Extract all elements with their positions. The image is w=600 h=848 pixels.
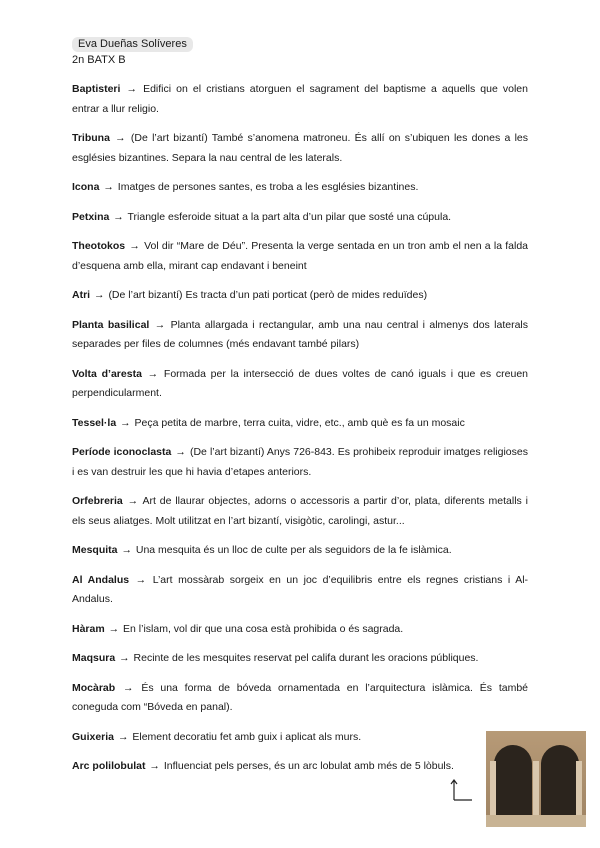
glossary-entry xyxy=(72,286,528,306)
right-arrow-icon: → xyxy=(147,367,159,380)
glossary-definition: (De l’art bizantí) També s’anomena matroneu. És allí on s’ubiquen les dones a les esglésies bizantines. Separa la nau central de les laterals. xyxy=(72,132,528,164)
glossary-term: Guixeria xyxy=(72,730,115,743)
glossary-entry xyxy=(72,679,528,718)
glossary-entry xyxy=(72,237,528,276)
glossary-definition: Peça petita de marbre, terra cuita, vidre, etc., amb què es fa un mosaic xyxy=(134,416,465,429)
glossary-entry xyxy=(72,129,528,168)
glossary-term: Icona xyxy=(72,181,100,193)
right-arrow-icon: → xyxy=(135,573,147,586)
right-arrow-icon: → xyxy=(126,83,138,95)
glossary-entry xyxy=(72,541,528,561)
right-arrow-icon: → xyxy=(113,210,124,223)
glossary-entry xyxy=(72,649,528,669)
glossary-definition: L’art mossàrab sorgeix en un joc d’equilibris entre els regnes cristians i Al-Andalus. xyxy=(72,573,529,605)
glossary-term: Mocàrab xyxy=(72,681,116,694)
glossary-definition: Element decoratiu fet amb guix i aplicat als murs. xyxy=(132,730,362,743)
glossary-term: Maqsura xyxy=(72,652,116,664)
glossary-term: Període iconoclasta xyxy=(72,446,172,458)
glossary-definition: És una forma de bóveda ornamentada en l’arquitectura islàmica. És també coneguda com “Bóveda en panal). xyxy=(72,681,529,713)
glossary-definition: Edifici on el cristians atorguen el sagrament del baptisme a aquells que volen entrar a llur religio. xyxy=(72,83,528,115)
glossary-definition: En l’islam, vol dir que una cosa està prohibida o és sagrada. xyxy=(123,622,404,635)
bent-arrow-up-icon xyxy=(450,778,474,802)
glossary-entry xyxy=(72,443,528,482)
right-arrow-icon: → xyxy=(127,495,139,507)
right-arrow-icon: → xyxy=(129,240,140,252)
glossary-definition: Influenciat pels perses, és un arc lobulat amb més de 5 lòbuls. xyxy=(163,760,454,772)
glossary-term: Petxina xyxy=(72,210,110,223)
glossary-term: Tessel·la xyxy=(72,416,117,429)
glossary-term: Volta d’aresta xyxy=(72,367,142,380)
arch-opening-left xyxy=(494,745,532,815)
glossary-definition: Formada per la intersecció de dues voltes de canó iguals i que es creuen perpendicularment. xyxy=(72,367,528,399)
right-arrow-icon: → xyxy=(117,730,129,743)
glossary-definition: Recinte de les mesquites reservat pel califa durant les oracions públiques. xyxy=(133,652,479,664)
polylobed-arch-photo xyxy=(486,731,586,827)
arch-opening-right xyxy=(541,745,579,815)
glossary-entry xyxy=(72,492,528,531)
glossary-entry xyxy=(72,620,528,640)
glossary-entry xyxy=(72,365,528,404)
glossary-entry xyxy=(72,571,528,610)
glossary-entry xyxy=(72,178,528,198)
glossary-definition: Una mesquita és un lloc de culte per als seguidors de la fe islàmica. xyxy=(135,544,452,556)
right-arrow-icon: → xyxy=(103,181,114,193)
glossary-entry xyxy=(72,208,528,228)
glossary-entry xyxy=(72,757,528,777)
glossary-entry xyxy=(72,728,528,748)
glossary-definition: (De l’art bizantí) Anys 726-843. Es prohibeix reproduir imatges religioses i es van destruir les que hi havia d’etapes anteriors. xyxy=(72,446,528,478)
glossary-term: Theotokos xyxy=(72,240,126,252)
right-arrow-icon: → xyxy=(175,446,186,458)
glossary-term: Tribuna xyxy=(72,132,110,144)
glossary-term: Orfebreria xyxy=(72,495,123,507)
right-arrow-icon: → xyxy=(115,132,126,144)
glossary-definition: (De l’art bizantí) Es tracta d’un pati porticat (però de mides reduïdes) xyxy=(108,289,428,301)
glossary-term: Planta basilical xyxy=(72,318,150,331)
glossary-definition: Imatges de persones santes, es troba a les esglésies bizantines. xyxy=(117,181,419,193)
glossary-entry xyxy=(72,316,528,355)
right-arrow-icon: → xyxy=(154,318,166,331)
glossary-list xyxy=(72,80,528,787)
class-label: 2n BATX B xyxy=(72,54,126,66)
glossary-definition: Planta allargada i rectangular, amb una nau central i almenys dos laterals separades per files de columnes (més endavant també pilars) xyxy=(72,318,529,350)
glossary-entry xyxy=(72,414,528,434)
glossary-term: Arc polilobulat xyxy=(72,760,146,772)
arch-base xyxy=(486,815,586,827)
glossary-definition: Triangle esferoide situat a la part alta d’un pilar que sosté una cúpula. xyxy=(127,210,452,223)
right-arrow-icon: → xyxy=(120,416,131,429)
right-arrow-icon: → xyxy=(121,544,132,556)
glossary-term: Mesquita xyxy=(72,544,118,556)
glossary-term: Hàram xyxy=(72,622,105,635)
right-arrow-icon: → xyxy=(149,760,160,772)
right-arrow-icon: → xyxy=(123,681,134,694)
glossary-definition: Vol dir “Mare de Déu”. Presenta la verge sentada en un tron amb el nen a la falda d’esquena amb ella, mirant cap endavant i beneint xyxy=(72,240,529,272)
glossary-definition: Art de llaurar objectes, adorns o accessoris a partir d’or, plata, diferents metalls i els seus aliatges. Molt utilitzat en l’art bizantí, visigòtic, carolingi, astur... xyxy=(72,495,528,527)
glossary-term: Atri xyxy=(72,289,91,301)
right-arrow-icon: → xyxy=(94,289,105,301)
glossary-term: Baptisteri xyxy=(72,83,121,95)
glossary-term: Al Andalus xyxy=(72,573,130,586)
glossary-entry xyxy=(72,80,528,119)
right-arrow-icon: → xyxy=(108,622,120,635)
right-arrow-icon: → xyxy=(119,652,130,664)
author-name: Eva Dueñas Solíveres xyxy=(72,37,193,52)
